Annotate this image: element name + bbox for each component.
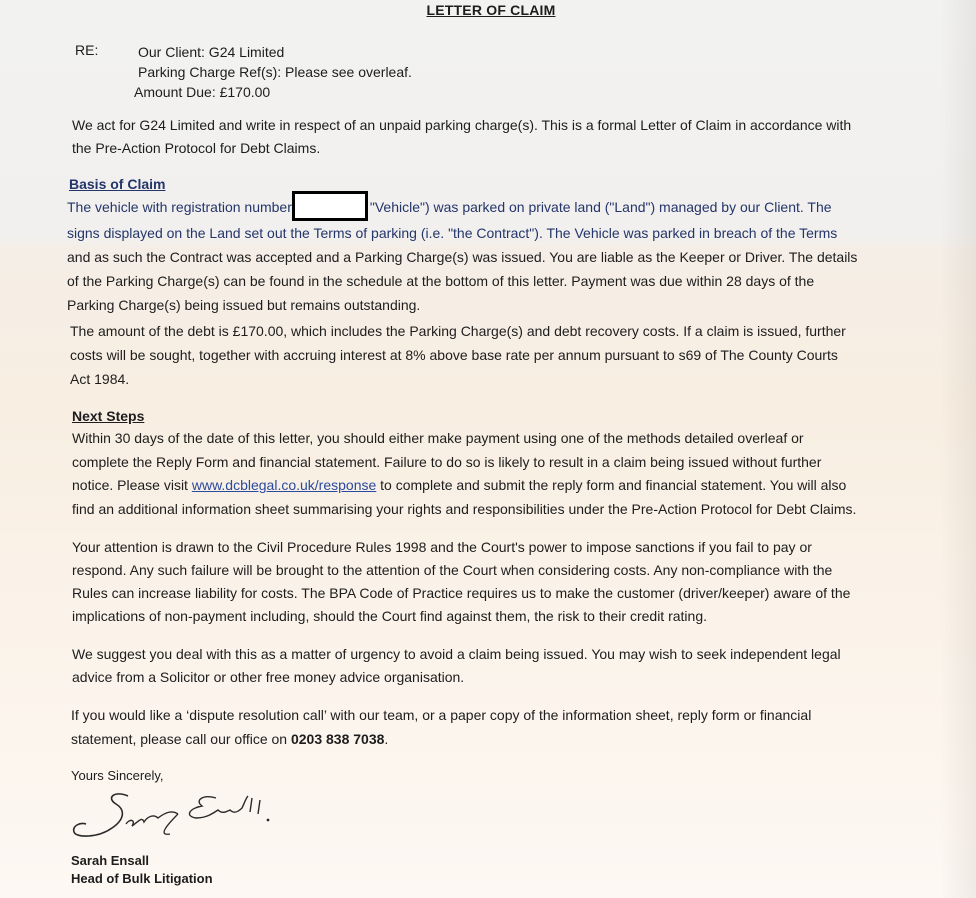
response-link[interactable]: www.dcblegal.co.uk/response	[191, 477, 377, 493]
client-line: Our Client: G24 Limited	[138, 44, 285, 60]
closing: Yours Sincerely,	[71, 768, 164, 783]
intro-paragraph: We act for G24 Limited and write in respect of an unpaid parking charge(s). This is a formal Letter of Claim in accordance with the Pre-Action Protocol for Debt Claims.	[72, 117, 852, 156]
refs-line: Parking Charge Ref(s): Please see overleaf.	[138, 64, 412, 80]
signatory-name: Sarah Ensall	[71, 853, 150, 868]
re-block	[134, 42, 412, 102]
dispute-paragraph: If you would like a ‘dispute resolution call’ with our team, or a paper copy of the information sheet, reply form or financial statement, please call our office on 0203 838 7038.	[71, 707, 812, 747]
rules-paragraph: Your attention is drawn to the Civil Procedure Rules 1998 and the Court's power to impose sanctions if you fail to pay or respond. Any such failure will be brought to the attention of the Court when considering costs. Any non-compliance with the Rules can increase liability for costs. The BPA Code of Practice requires us to make the customer (driver/keeper) aware of the implications of non-payment including, should the Court find against them, the risk to their credit rating.	[72, 539, 851, 624]
phone-number: 0203 838 7038	[290, 731, 385, 747]
letter-title: LETTER OF CLAIM	[426, 2, 556, 18]
amount-line: Amount Due: £170.00	[134, 84, 271, 100]
basis-paragraph: The vehicle with registration number "Vehicle") was parked on private land ("Land") managed by our Client. The signs displayed on the Land set out the Terms of parking (i.e. "the Contract"). The Vehicle was parked in breach of the Terms and as such the Contract was accepted and a Parking Charge(s) was issued. You are liable as the Keeper or Driver. The details of the Parking Charge(s) can be found in the schedule at the bottom of this letter. Payment was due within 28 days of the Parking Charge(s) being issued but remains outstanding.	[67, 191, 857, 317]
signatory	[71, 852, 213, 888]
urgency-paragraph: We suggest you deal with this as a matter of urgency to avoid a claim being issued. You may wish to seek independent legal advice from a Solicitor or other free money advice organisation.	[72, 646, 841, 685]
signatory-role: Head of Bulk Litigation	[71, 871, 213, 886]
redacted-registration	[292, 191, 368, 221]
next-steps-paragraph: Within 30 days of the date of this letter, you should either make payment using one of the methods detailed overleaf or complete the Reply Form and financial statement. Failure to do so is likely to result in a claim being issued without further notice. Please visit www.dcblegal.co.uk/response to complete and submit the reply form and financial statement. You will also find an additional information sheet summarising your rights and responsibilities under the Pre-Action Protocol for Debt Claims.	[72, 430, 857, 517]
debt-paragraph: The amount of the debt is £170.00, which includes the Parking Charge(s) and debt recovery costs. If a claim is issued, further costs will be sought, together with accruing interest at 8% above base rate per annum pursuant to s69 of The County Courts Act 1984.	[70, 323, 846, 387]
page-edge-shadow	[940, 0, 976, 898]
re-label: RE:	[75, 42, 99, 58]
signature-image	[66, 786, 296, 850]
next-steps-heading: Next Steps	[72, 408, 145, 424]
basis-heading: Basis of Claim	[69, 176, 166, 192]
